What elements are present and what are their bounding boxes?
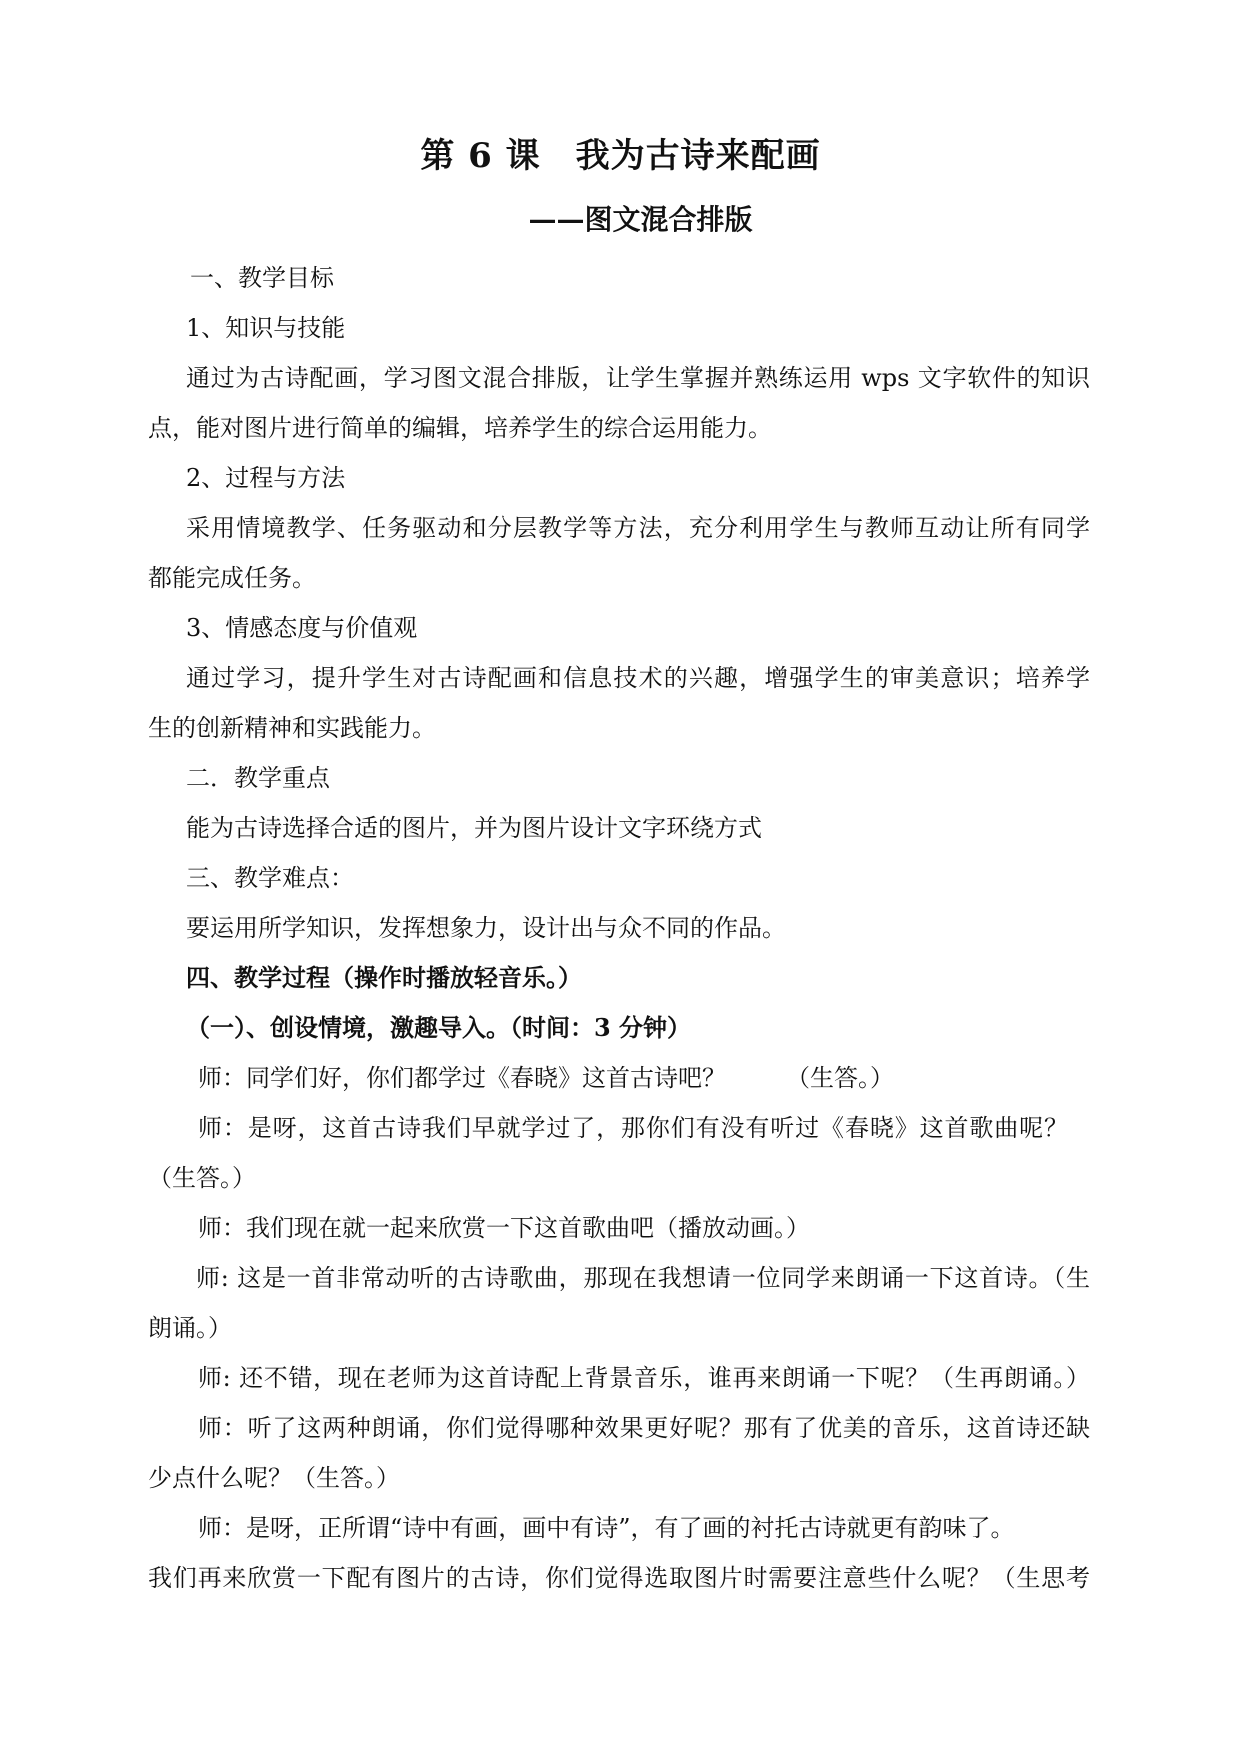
paragraph-line: 能为古诗选择合适的图片，并为图片设计文字环绕方式: [186, 814, 762, 842]
dialogue-line: （生答。）: [148, 1164, 256, 1192]
section-heading-objectives: 一、教学目标: [190, 264, 334, 292]
dialogue-line: 我们再来欣赏一下配有图片的古诗，你们觉得选取图片时需要注意些什么呢？（生思考: [148, 1564, 1090, 1592]
lesson-subtitle: ——图文混合排版: [528, 203, 753, 236]
paragraph-line: 都能完成任务。: [148, 564, 316, 592]
dialogue-line: 师: 这是一首非常动听的古诗歌曲，那现在我想请一位同学来朗诵一下这首诗。（生: [196, 1264, 1090, 1292]
section-heading-difficulties: 三、教学难点：: [186, 864, 354, 892]
paragraph-line: 点，能对图片进行简单的编辑，培养学生的综合运用能力。: [148, 414, 772, 442]
dialogue-line: 少点什么呢？（生答。）: [148, 1464, 400, 1492]
paragraph-line: 采用情境教学、任务驱动和分层教学等方法，充分利用学生与教师互动让所有同学: [186, 514, 1090, 542]
section-heading-teaching-process: 四、教学过程（操作时播放轻音乐。）: [186, 963, 582, 992]
paragraph-line: 通过学习，提升学生对古诗配画和信息技术的兴趣，增强学生的审美意识；培养学: [186, 664, 1090, 692]
dialogue-line: 师：是呀，这首古诗我们早就学过了，那你们有没有听过《春晓》这首歌曲呢？: [198, 1114, 1068, 1142]
subsection-heading-process: 2、过程与方法: [186, 464, 346, 492]
dialogue-line: 师：我们现在就一起来欣赏一下这首歌曲吧（播放动画。）: [198, 1214, 810, 1242]
paragraph-line: 要运用所学知识，发挥想象力，设计出与众不同的作品。: [186, 914, 786, 942]
dialogue-line: 师: 还不错，现在老师为这首诗配上背景音乐，谁再来朗诵一下呢？（生再朗诵。）: [198, 1364, 1090, 1392]
paragraph-line: 通过为古诗配画，学习图文混合排版，让学生掌握并熟练运用 wps 文字软件的知识: [186, 364, 1090, 392]
dialogue-line: 师：是呀，正所谓“诗中有画，画中有诗”，有了画的衬托古诗就更有韵味了。: [198, 1514, 1015, 1542]
subsection-heading-values: 3、情感态度与价值观: [186, 614, 418, 642]
subsection-heading-introduction: （一）、创设情境，激趣导入。（时间：3 分钟）: [186, 1013, 692, 1042]
subsection-heading-knowledge: 1、知识与技能: [186, 314, 346, 342]
section-heading-key-points: 二．教学重点: [186, 764, 330, 792]
dialogue-line: 师：听了这两种朗诵，你们觉得哪种效果更好呢？那有了优美的音乐，这首诗还缺: [198, 1414, 1090, 1442]
dialogue-line: 师：同学们好，你们都学过《春晓》这首古诗吧？ （生答。）: [198, 1064, 894, 1092]
dialogue-line: 朗诵。）: [148, 1314, 232, 1342]
paragraph-line: 生的创新精神和实践能力。: [148, 714, 436, 742]
lesson-title: 第 6 课 我为古诗来配画: [420, 136, 821, 176]
